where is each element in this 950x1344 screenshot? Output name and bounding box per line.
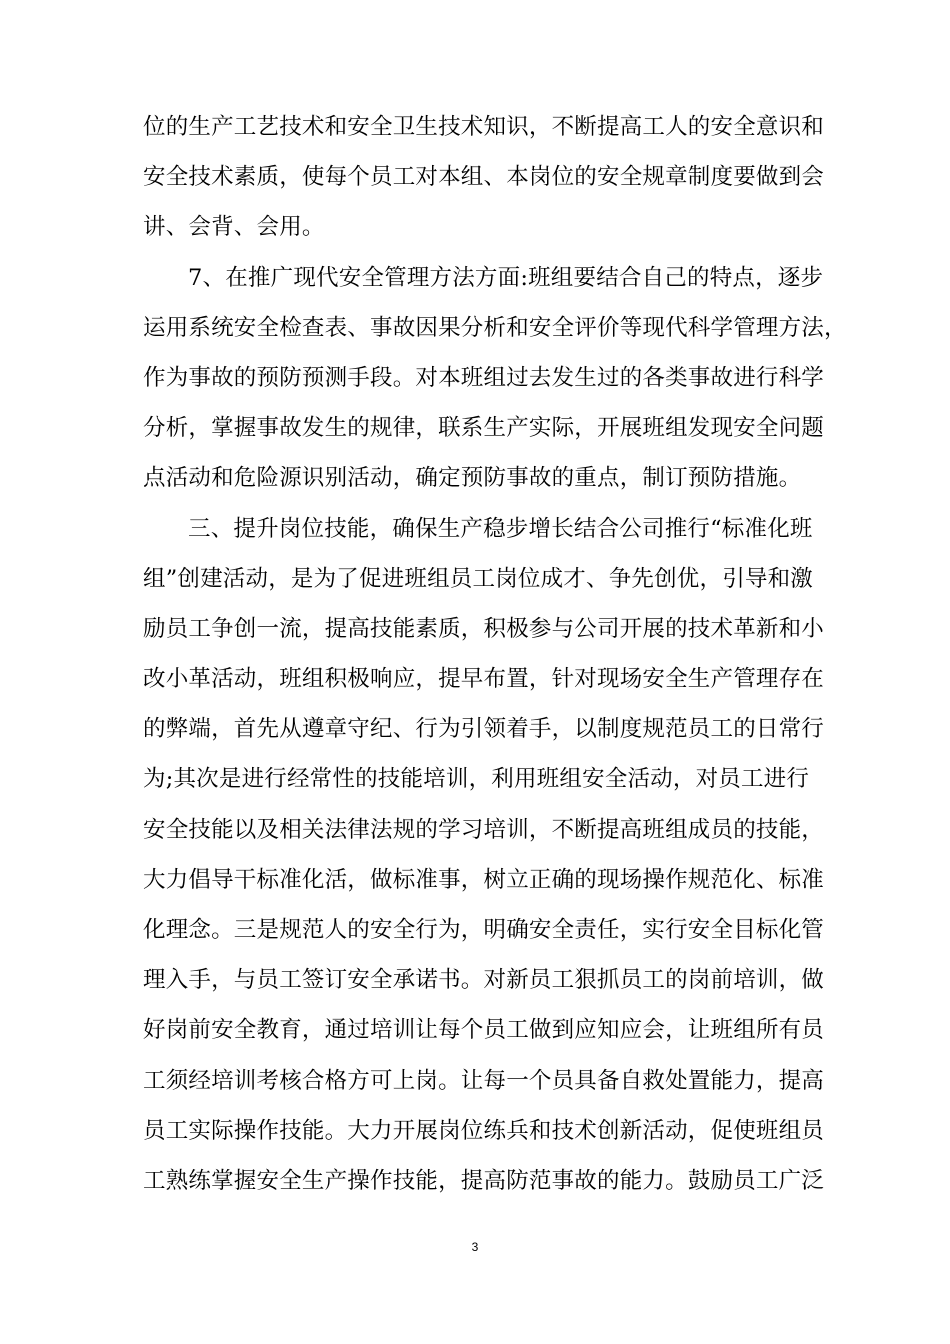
text-line: 理入手，与员工签订安全承诺书。对新员工狠抓员工的岗前培训，做 <box>143 967 825 994</box>
text-line: 7、在推广现代安全管理方法方面:班组要结合自己的特点，逐步 <box>188 264 824 291</box>
text-line: 分析，掌握事故发生的规律，联系生产实际，开展班组发现安全问题 <box>143 415 825 442</box>
text-line: 运用系统安全检查表、事故因果分析和安全评价等现代科学管理方法， <box>143 314 847 341</box>
document-body <box>143 102 847 1206</box>
text-line: 三、提升岗位技能，确保生产稳步增长结合公司推行“标准化班 <box>188 515 813 542</box>
text-line: 安全技术素质，使每个员工对本组、本岗位的安全规章制度要做到会 <box>143 164 825 191</box>
text-line: 点活动和危险源识别活动，确定预防事故的重点，制订预防措施。 <box>143 465 802 492</box>
text-line: 员工实际操作技能。大力开展岗位练兵和技术创新活动，促使班组员 <box>143 1117 825 1144</box>
text-line: 组”创建活动，是为了促进班组员工岗位成才、争先创优，引导和激 <box>143 565 814 592</box>
text-line: 大力倡导干标准化活，做标准事，树立正确的现场操作规范化、标准 <box>143 866 825 893</box>
text-line: 好岗前安全教育，通过培训让每个员工做到应知应会，让班组所有员 <box>143 1017 825 1044</box>
text-line: 的弊端，首先从遵章守纪、行为引领着手，以制度规范员工的日常行 <box>143 716 825 743</box>
text-line: 位的生产工艺技术和安全卫生技术知识，不断提高工人的安全意识和 <box>143 114 825 140</box>
text-line: 改小革活动，班组积极响应，提早布置，针对现场安全生产管理存在 <box>143 666 825 693</box>
text-line: 工须经培训考核合格方可上岗。让每一个员具备自救处置能力，提高 <box>143 1067 825 1094</box>
text-line: 化理念。三是规范人的安全行为，明确安全责任，实行安全目标化管 <box>143 917 825 943</box>
page-number: 3 <box>471 1240 479 1254</box>
text-line: 为;其次是进行经常性的技能培训，利用班组安全活动，对员工进行 <box>143 766 810 793</box>
text-line: 作为事故的预防预测手段。对本班组过去发生过的各类事故进行科学 <box>143 364 825 391</box>
text-line: 安全技能以及相关法律法规的学习培训，不断提高班组成员的技能， <box>143 816 825 843</box>
text-line: 讲、会背、会用。 <box>143 214 325 241</box>
text-line: 工熟练掌握安全生产操作技能，提高防范事故的能力。鼓励员工广泛 <box>143 1167 825 1194</box>
text-line: 励员工争创一流，提高技能素质，积极参与公司开展的技术革新和小 <box>143 615 825 642</box>
